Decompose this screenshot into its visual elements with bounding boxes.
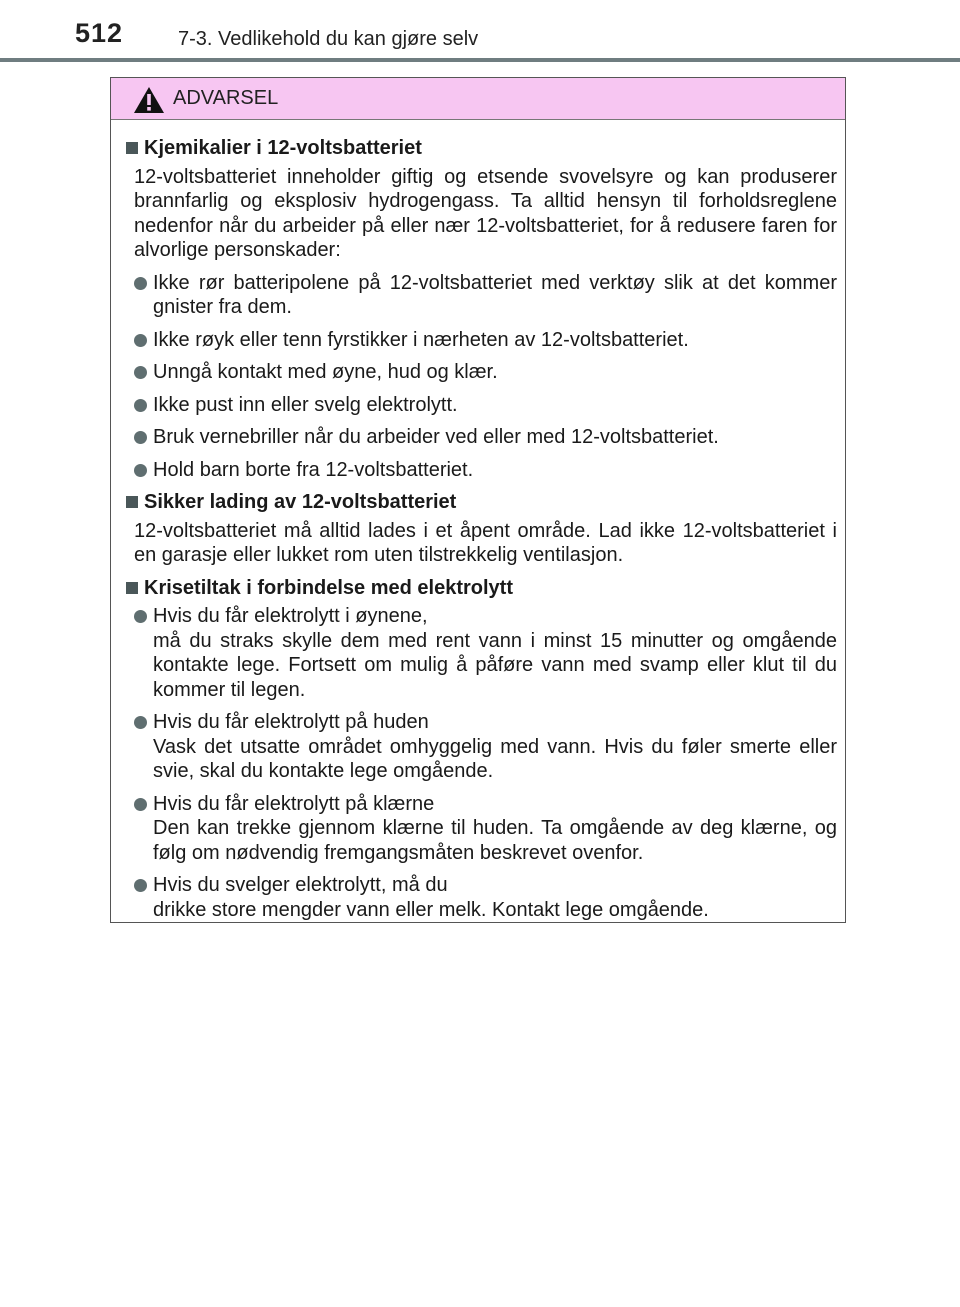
list-item: Hold barn borte fra 12-voltsbatteriet. [126, 458, 837, 483]
square-bullet-icon [126, 496, 138, 508]
list-item: Ikke røyk eller tenn fyrstikker i nærheten av 12-voltsbatteriet. [126, 328, 837, 353]
warning-triangle-icon [133, 86, 165, 114]
section-charging [126, 490, 837, 568]
section-heading: Krisetiltak i forbindelse med elektrolytt [144, 576, 513, 599]
list-item: Bruk vernebriller når du arbeider ved eller med 12-voltsbatteriet. [126, 425, 837, 450]
section-text: 12-voltsbatteriet må alltid lades i et åpent område. Lad ikke 12-voltsbatteriet i en garasje eller lukket rom uten tilstrekkelig ventilasjon. [134, 519, 837, 566]
header-divider [0, 58, 960, 62]
list-item: Unngå kontakt med øyne, hud og klær. [126, 360, 837, 385]
list-item: Ikke rør batteripolene på 12-voltsbatteriet med verktøy slik at det kommer gnister fra dem. [126, 271, 837, 320]
circle-bullet-icon [134, 610, 147, 623]
chapter-title: 7-3. Vedlikehold du kan gjøre selv [178, 28, 479, 50]
circle-bullet-icon [134, 366, 147, 379]
circle-bullet-icon [134, 334, 147, 347]
circle-bullet-icon [134, 431, 147, 444]
warning-title: ADVARSEL [173, 87, 279, 109]
page-header [0, 0, 960, 66]
circle-bullet-icon [134, 798, 147, 811]
circle-bullet-icon [134, 464, 147, 477]
warning-box [110, 77, 846, 923]
square-bullet-icon [126, 582, 138, 594]
list-item: Hvis du får elektrolytt på huden Vask det utsatte området omhyggelig med vann. Hvis du føler smerte eller svie, skal du kontakte lege omgående. [126, 710, 837, 784]
circle-bullet-icon [134, 716, 147, 729]
circle-bullet-icon [134, 879, 147, 892]
section-emergency [126, 576, 837, 923]
section-chemicals [126, 136, 837, 482]
section-heading: Kjemikalier i 12-voltsbatteriet [144, 137, 422, 159]
warning-header [111, 78, 845, 120]
list-item: Hvis du får elektrolytt i øynene, må du straks skylle dem med rent vann i minst 15 minutter og omgående kontakte lege. Fortsett om mulig å påføre vann med svamp eller klut til du kommer til legen. [126, 604, 837, 702]
circle-bullet-icon [134, 399, 147, 412]
list-item: Hvis du får elektrolytt på klærne Den kan trekke gjennom klærne til huden. Ta omgående av deg klærne, og følg om nødvendig fremgangsmåten beskrevet ovenfor. [126, 792, 837, 866]
warning-body [111, 120, 845, 922]
section-text: 12-voltsbatteriet inneholder giftig og etsende svovelsyre og kan produserer brannfarlig og eksplosiv hydrogengass. Ta alltid hensyn til forholdsreglene nedenfor når du arbeider på eller nær 12-voltsbatteriet, for å redusere faren for alvorlige personskader: [134, 165, 837, 261]
list-item: Ikke pust inn eller svelg elektrolytt. [126, 393, 837, 418]
list-item: Hvis du svelger elektrolytt, må du drikke store mengder vann eller melk. Kontakt lege omgående. [126, 873, 837, 922]
section-heading: Sikker lading av 12-voltsbatteriet [144, 491, 457, 513]
square-bullet-icon [126, 142, 138, 154]
page-number: 512 [75, 18, 124, 48]
circle-bullet-icon [134, 277, 147, 290]
